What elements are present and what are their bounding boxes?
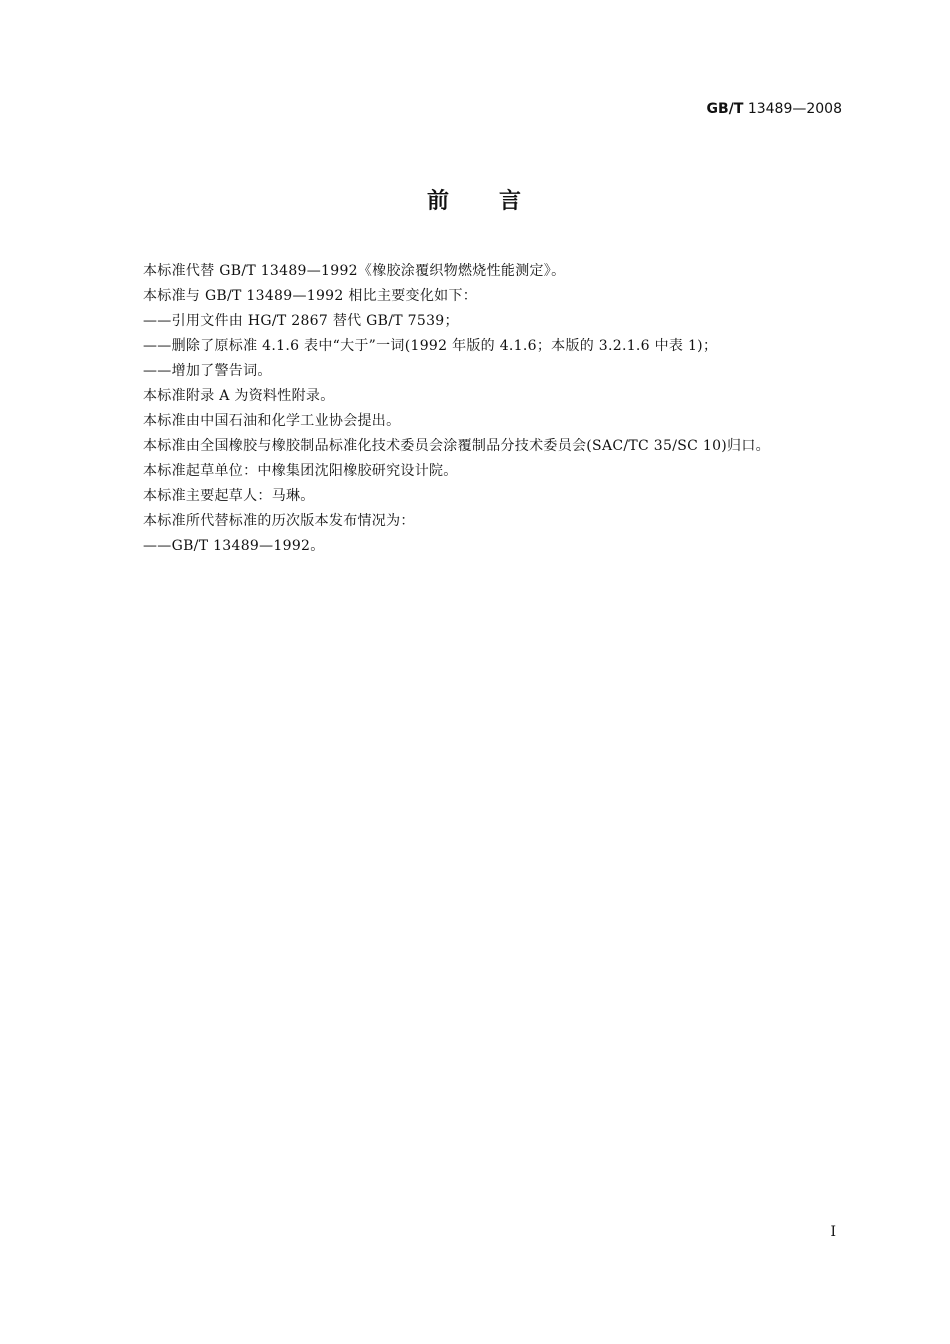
paragraph-proposed-by: 本标准由中国石油和化学工业协会提出。	[143, 413, 401, 429]
change-item-warning: ——增加了警告词。	[143, 363, 272, 379]
foreword-body	[108, 259, 846, 559]
paragraph-history-intro: 本标准所代替标准的历次版本发布情况为：	[143, 513, 415, 529]
page-title: 前 言	[426, 189, 523, 214]
standard-prefix: GB/T	[706, 101, 744, 117]
standard-number: 13489—2008	[747, 101, 842, 117]
paragraph-annex: 本标准附录 A 为资料性附录。	[143, 388, 335, 404]
history-item: ——GB/T 13489—1992。	[143, 538, 325, 554]
paragraph-administered-by: 本标准由全国橡胶与橡胶制品标准化技术委员会涂覆制品分技术委员会(SAC/TC 35/SC 10)归口。	[143, 438, 770, 454]
change-item-deletion: ——删除了原标准 4.1.6 表中“大于”一词(1992 年版的 4.1.6；本版的 3.2.1.6 中表 1)；	[143, 338, 718, 354]
paragraph-drafter: 本标准主要起草人：马琳。	[143, 488, 315, 504]
standard-code-header	[707, 101, 842, 117]
paragraph-drafting-unit: 本标准起草单位：中橡集团沈阳橡胶研究设计院。	[143, 463, 458, 479]
paragraph-replaces: 本标准代替 GB/T 13489—1992《橡胶涂覆织物燃烧性能测定》。	[143, 263, 566, 279]
paragraph-changes-intro: 本标准与 GB/T 13489—1992 相比主要变化如下：	[143, 288, 478, 304]
page-number: I	[830, 1224, 836, 1240]
change-item-reference: ——引用文件由 HG/T 2867 替代 GB/T 7539；	[143, 313, 459, 329]
